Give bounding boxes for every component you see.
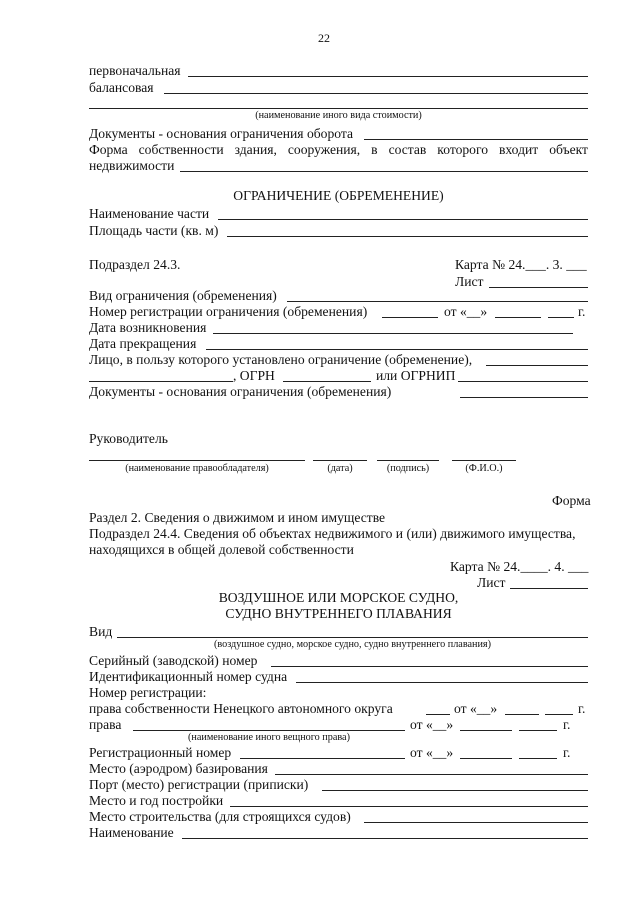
turnover-docs-line[interactable] [364,139,588,140]
other-right-caption: (наименование иного вещного права) [188,732,350,743]
ogrnip-line[interactable] [458,381,588,382]
card-number-24-3: Карта № 24.___. 3. ___ [455,257,587,272]
balance-value-line[interactable] [164,93,588,94]
other-right-month-line[interactable] [460,730,512,731]
vessel-kind-label: Вид [89,624,113,639]
sheet-label-24-3: Лист [455,274,484,289]
vessel-kind-caption: (воздушное судно, морское судно, судно внутреннего плавания) [213,639,491,650]
other-right-year: г. [563,717,571,732]
reg-number-line[interactable] [240,758,405,759]
vessel-id-line[interactable] [296,682,588,683]
part-area-label: Площадь части (кв. м) [89,223,219,238]
nao-ownership-year: г. [578,701,586,716]
restriction-docs-line[interactable] [460,397,588,398]
initial-value-line[interactable] [188,76,588,77]
port-label: Порт (место) регистрации (приписки) [89,777,309,792]
other-value-line[interactable] [89,108,588,109]
nao-ownership-from: от «__» [454,701,498,716]
sheet-line-24-3[interactable] [489,287,588,288]
nao-ownership-year-line[interactable] [545,714,573,715]
other-value-caption: (наименование иного вида стоимости) [255,110,422,121]
built-place-year-label: Место и год постройки [89,793,224,808]
serial-number-line[interactable] [271,666,588,667]
beneficiary-line[interactable] [486,365,588,366]
signature-caption: (подпись) [386,463,430,474]
restriction-reg-number-line[interactable] [382,317,438,318]
restriction-type-label: Вид ограничения (обременения) [89,288,277,303]
vessel-name-line[interactable] [182,838,588,839]
start-date-line[interactable] [213,333,573,334]
construction-place-label: Место строительства (для строящихся судов) [89,809,351,824]
page-number: 22 [318,31,330,45]
vessel-kind-line[interactable] [117,637,588,638]
section-2-title: Раздел 2. Сведения о движимом и ином имуществе [89,510,386,525]
subsection-24-3-label: Подраздел 24.3. [89,257,181,272]
home-base-line[interactable] [275,774,588,775]
full-name-caption: (Ф.И.О.) [465,463,503,474]
nao-ownership-label: права собственности Ненецкого автономного округа [89,701,393,716]
ownership-form-label-cont: недвижимости [89,158,175,173]
beneficiary-label: Лицо, в пользу которого установлено ограничение (обременение), [89,352,473,367]
turnover-docs-label: Документы - основания ограничения оборота [89,126,354,141]
full-name-line[interactable] [452,460,516,461]
balance-value-label: балансовая [89,80,154,95]
form-label: Форма [552,493,591,508]
ownership-form-label: Форма собственности здания, сооружения, в состав которого входит объект [89,142,588,157]
sheet-label-24-4: Лист [477,575,506,590]
serial-number-label: Серийный (заводской) номер [89,653,258,668]
start-date-label: Дата возникновения [89,320,207,335]
head-label: Руководитель [89,431,168,446]
subsection-24-4-title: Подраздел 24.4. Сведения об объектах недвижимого и (или) движимого имущества, [89,526,576,541]
beneficiary-line-cont[interactable] [89,381,233,382]
initial-value-label: первоначальная [89,63,181,78]
restriction-reg-from: от «__» [444,304,488,319]
restriction-docs-label: Документы - основания ограничения (обременения) [89,384,392,399]
ogrn-line[interactable] [283,381,371,382]
sign-date-line[interactable] [313,460,367,461]
subsection-24-4-title-cont: находящихся в общей долевой собственности [89,542,354,557]
other-right-from: от «__» [410,717,454,732]
holder-name-line[interactable] [89,460,305,461]
reg-number-year: г. [563,745,571,760]
holder-name-caption: (наименование правообладателя) [125,463,269,474]
restriction-heading: ОГРАНИЧЕНИЕ (ОБРЕМЕНЕНИЕ) [233,188,444,203]
nao-ownership-month-line[interactable] [505,714,539,715]
other-right-label: права [89,717,122,732]
sign-date-caption: (дата) [327,463,353,474]
sheet-line-24-4[interactable] [510,588,588,589]
vessel-name-label: Наименование [89,825,174,840]
part-name-label: Наименование части [89,206,210,221]
restriction-reg-month-line[interactable] [495,317,541,318]
part-area-line[interactable] [227,236,588,237]
restriction-type-line[interactable] [287,301,588,302]
registration-number-label: Номер регистрации: [89,685,207,700]
vessel-id-label: Идентификационный номер судна [89,669,288,684]
other-right-year-line[interactable] [519,730,557,731]
restriction-reg-year: г. [578,304,586,319]
port-line[interactable] [322,790,588,791]
card-number-24-4: Карта № 24.____. 4. ___ [450,559,589,574]
reg-number-month-line[interactable] [460,758,512,759]
part-name-line[interactable] [218,219,588,220]
signature-line[interactable] [377,460,439,461]
other-right-line[interactable] [133,730,405,731]
ogrnip-label: или ОГРНИП [376,368,456,383]
ownership-form-line[interactable] [180,171,588,172]
restriction-reg-year-line[interactable] [548,317,574,318]
nao-ownership-number-line[interactable] [426,714,450,715]
vessel-heading: ВОЗДУШНОЕ ИЛИ МОРСКОЕ СУДНО, [218,590,459,605]
end-date-label: Дата прекращения [89,336,197,351]
built-place-year-line[interactable] [230,806,588,807]
restriction-reg-number-label: Номер регистрации ограничения (обременения) [89,304,368,319]
end-date-line[interactable] [206,349,588,350]
ogrn-label: , ОГРН [233,368,275,383]
home-base-label: Место (аэродром) базирования [89,761,268,776]
reg-number-label: Регистрационный номер [89,745,232,760]
reg-number-year-line[interactable] [519,758,557,759]
reg-number-from: от «__» [410,745,454,760]
vessel-heading-cont: СУДНО ВНУТРЕННЕГО ПЛАВАНИЯ [225,606,452,621]
construction-place-line[interactable] [364,822,588,823]
